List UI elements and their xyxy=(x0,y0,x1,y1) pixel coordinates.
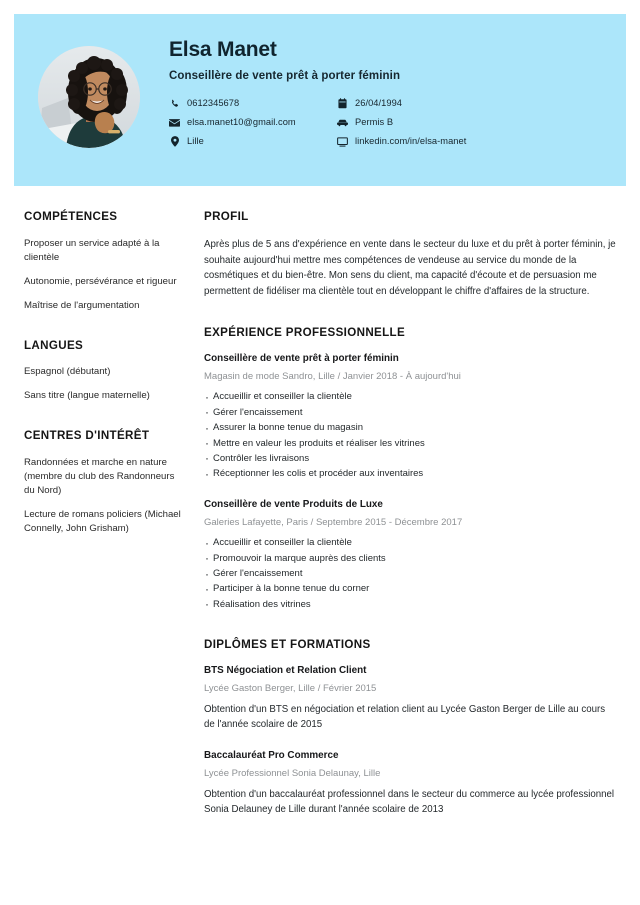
bullet-item: · Accueillir et conseiller la clientèle xyxy=(204,389,616,404)
list-item: Sans titre (langue maternelle) xyxy=(24,390,150,402)
contact-grid xyxy=(169,98,612,147)
entry-meta: Lycée Professionnel Sonia Delaunay, Lille xyxy=(204,767,381,779)
section-education xyxy=(204,638,616,817)
entry-title: BTS Négociation et Relation Client xyxy=(204,665,367,677)
education-entry xyxy=(204,750,616,818)
section-langues xyxy=(24,339,186,404)
contact-linkedin-value: linkedin.com/in/elsa-manet xyxy=(355,135,467,146)
entry-title: Conseillère de vente prêt à porter féminin xyxy=(204,352,399,364)
profil-text: Après plus de 5 ans d'expérience en vente dans le secteur du luxe et du prêt à porter féminin, je souhaite aujourd'hui mettre mes compétences de vendeuse au service du monde de la cosmétiques et du bien-être. Mon sens du client, ma capacité d'écoute et de persuasion me permettent de fidéliser ma clientèle tout en développant le chiffre d'affaires de la structure. xyxy=(204,238,616,298)
bullet-item: · Gérer l'encaissement xyxy=(204,566,616,581)
contact-phone-value: 0612345678 xyxy=(187,97,240,108)
car-icon xyxy=(337,117,348,128)
list-item: Lecture de romans policiers (Michael Connelly, John Grisham) xyxy=(24,508,181,534)
location-pin-icon xyxy=(169,136,180,147)
contact-license[interactable] xyxy=(337,117,597,128)
section-centres-interet xyxy=(24,429,186,535)
avatar xyxy=(38,46,140,148)
contact-location[interactable] xyxy=(169,136,337,147)
contact-birthdate-value: 26/04/1994 xyxy=(355,97,403,108)
job-title: Conseillère de vente prêt à porter féminin xyxy=(169,70,401,83)
contact-license-value: Permis B xyxy=(355,116,394,127)
contact-linkedin[interactable] xyxy=(337,136,597,147)
bullet-item: · Accueillir et conseiller la clientèle xyxy=(204,535,616,550)
bullet-item: · Promouvoir la marque auprès des clients xyxy=(204,551,616,566)
entry-meta: Galeries Lafayette, Paris / Septembre 2015 - Décembre 2017 xyxy=(204,516,463,528)
section-heading-profil: PROFIL xyxy=(204,210,249,223)
contact-phone[interactable] xyxy=(169,98,337,109)
cv-header-band xyxy=(14,14,626,186)
section-competences xyxy=(24,210,186,313)
list-item: Autonomie, persévérance et rigueur xyxy=(24,275,177,287)
entry-meta: Lycée Gaston Berger, Lille / Février 2015 xyxy=(204,682,377,694)
main-content xyxy=(204,210,616,818)
contact-location-value: Lille xyxy=(187,135,204,146)
sidebar xyxy=(24,210,186,536)
bullet-item: · Réalisation des vitrines xyxy=(204,597,616,612)
section-profil xyxy=(204,210,616,300)
entry-description: Obtention d'un baccalauréat professionnel dans le secteur du commerce au lycée professionnel Sonia Delauney de Lille durant l'année scolaire de 2013 xyxy=(204,788,615,816)
contact-column-left xyxy=(169,98,337,147)
section-heading-competences: COMPÉTENCES xyxy=(24,210,118,223)
list-item: Randonnées et marche en nature (membre du club des Randonneurs du Nord) xyxy=(24,457,175,496)
bullet-item: · Réceptionner les colis et procéder aux inventaires xyxy=(204,466,616,481)
section-heading-centres-interet: CENTRES D'INTÉRÊT xyxy=(24,429,150,443)
education-entry xyxy=(204,665,616,733)
experience-entry xyxy=(204,499,616,613)
section-heading-experience: EXPÉRIENCE PROFESSIONNELLE xyxy=(204,325,406,339)
list-item: Maîtrise de l'argumentation xyxy=(24,299,140,311)
section-experience xyxy=(204,326,616,612)
phone-icon xyxy=(169,98,180,109)
contact-email-value: elsa.manet10@gmail.com xyxy=(187,116,296,127)
entry-meta: Magasin de mode Sandro, Lille / Janvier 2018 - À aujourd'hui xyxy=(204,370,461,382)
page-title: Elsa Manet xyxy=(169,38,277,61)
contact-email[interactable] xyxy=(169,117,337,128)
entry-bullets xyxy=(204,535,616,612)
bullet-item: · Contrôler les livraisons xyxy=(204,451,616,466)
section-heading-education: DIPLÔMES ET FORMATIONS xyxy=(204,638,371,652)
bullet-item: · Mettre en valeur les produits et réaliser les vitrines xyxy=(204,436,616,451)
entry-title: Conseillère de vente Produits de Luxe xyxy=(204,498,383,510)
monitor-icon xyxy=(337,136,348,147)
calendar-icon xyxy=(337,98,348,109)
list-item: Espagnol (débutant) xyxy=(24,366,111,378)
header-text-block xyxy=(169,38,612,147)
entry-description: Obtention d'un BTS en négociation et relation client au Lycée Gaston Berger de Lille au cours de l'année scolaire de 2015 xyxy=(204,703,606,731)
contact-column-right xyxy=(337,98,597,147)
portrait-photo-icon xyxy=(38,46,140,148)
bullet-item: · Participer à la bonne tenue du corner xyxy=(204,581,616,596)
contact-birthdate[interactable] xyxy=(337,98,597,109)
entry-title: Baccalauréat Pro Commerce xyxy=(204,749,339,761)
list-item: Proposer un service adapté à la clientèle xyxy=(24,237,160,263)
section-heading-langues: LANGUES xyxy=(24,338,84,352)
bullet-item: · Assurer la bonne tenue du magasin xyxy=(204,420,616,435)
experience-entry xyxy=(204,353,616,482)
entry-bullets xyxy=(204,389,616,481)
bullet-item: · Gérer l'encaissement xyxy=(204,405,616,420)
envelope-icon xyxy=(169,117,180,128)
